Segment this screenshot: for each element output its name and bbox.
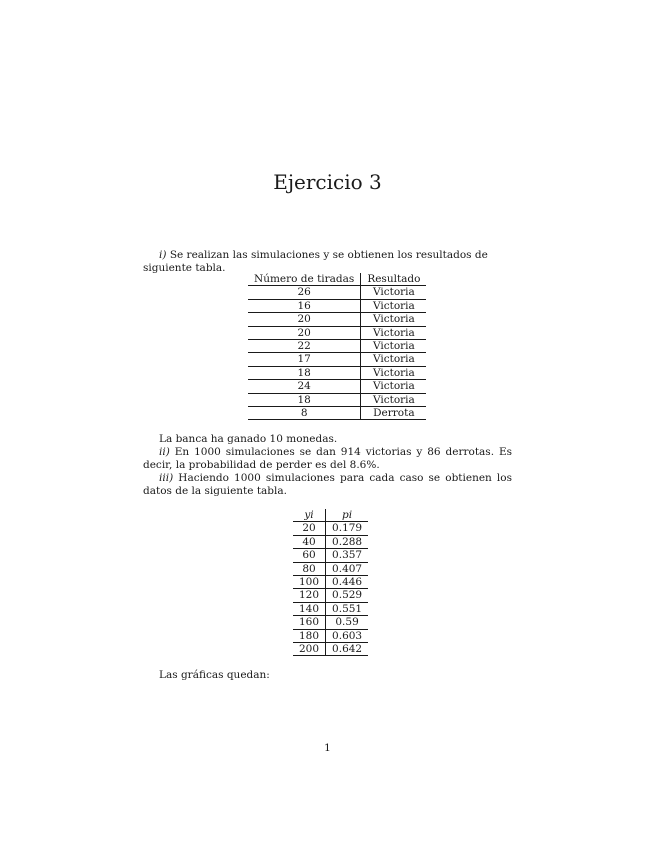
table1-row <box>248 299 426 312</box>
banca-text: La banca ha ganado 10 monedas. <box>159 433 338 445</box>
table2-row-cell: 0.288 <box>326 535 369 548</box>
page-title: Ejercicio 3 <box>273 170 382 194</box>
table1-row-cell: Victoria <box>361 366 427 379</box>
table1-row-cell: 24 <box>248 380 361 393</box>
table1-row <box>248 366 426 379</box>
table1-row-cell: Victoria <box>361 313 427 326</box>
probability-table <box>293 509 368 656</box>
table1-row <box>248 407 426 420</box>
table1-row-cell: Victoria <box>361 286 427 299</box>
table1-row-cell: Victoria <box>361 353 427 366</box>
page-number: 1 <box>324 742 331 754</box>
table1-row <box>248 313 426 326</box>
table2-row-cell: 100 <box>293 576 326 589</box>
table2-row-cell: 120 <box>293 589 326 602</box>
table1-row-cell: 20 <box>248 313 361 326</box>
part-ii-label: ii) <box>159 446 170 458</box>
graficas-text: Las gráficas quedan: <box>159 669 270 681</box>
table2-row-cell: 180 <box>293 629 326 642</box>
table1-row-cell: 18 <box>248 366 361 379</box>
part-iii-paragraph <box>143 472 512 498</box>
table2-row <box>293 535 368 548</box>
table2-header-p <box>326 509 369 522</box>
table2-row-cell: 60 <box>293 549 326 562</box>
table2-header-y-text: yi <box>304 509 314 521</box>
table1-row-cell: 17 <box>248 353 361 366</box>
part-ii-text: En 1000 simulaciones se dan 914 victorias y 86 derrotas. Es decir, la probabilidad de perder es del 8.6%. <box>143 446 512 471</box>
table1-row <box>248 393 426 406</box>
table2-row <box>293 629 368 642</box>
table1-row-cell: Victoria <box>361 326 427 339</box>
part-i-paragraph <box>143 249 512 275</box>
table2-header-y <box>293 509 326 522</box>
table2-row-cell: 0.446 <box>326 576 369 589</box>
table1-row-cell: Victoria <box>361 299 427 312</box>
table1-row <box>248 340 426 353</box>
part-ii-paragraph <box>143 446 512 472</box>
table1-row-cell: Derrota <box>361 407 427 420</box>
table2-row-cell: 0.357 <box>326 549 369 562</box>
table2-row-cell: 160 <box>293 616 326 629</box>
table1-row <box>248 353 426 366</box>
table2-row-cell: 0.179 <box>326 522 369 535</box>
part-iii-label: iii) <box>159 472 174 484</box>
table1-row-cell: 22 <box>248 340 361 353</box>
table1-row-cell: 20 <box>248 326 361 339</box>
table2-row-cell: 0.551 <box>326 602 369 615</box>
banca-paragraph <box>143 433 512 446</box>
table1-header-resultado: Resultado <box>361 273 427 286</box>
table2-row <box>293 562 368 575</box>
table2-row-cell: 20 <box>293 522 326 535</box>
graficas-paragraph <box>143 669 512 682</box>
table2-row-cell: 0.603 <box>326 629 369 642</box>
table2-row-cell: 0.529 <box>326 589 369 602</box>
table1-row <box>248 286 426 299</box>
table1-row-cell: Victoria <box>361 380 427 393</box>
table2-row <box>293 549 368 562</box>
table1-row-cell: 16 <box>248 299 361 312</box>
table1-row <box>248 380 426 393</box>
table2-row <box>293 522 368 535</box>
table1-row <box>248 326 426 339</box>
part-iii-text: Haciendo 1000 simulaciones para cada caso se obtienen los datos de la siguiente tabla. <box>143 472 512 497</box>
table2-row-cell: 0.407 <box>326 562 369 575</box>
table1-row-cell: Victoria <box>361 340 427 353</box>
part-i-label: i) <box>159 249 167 261</box>
table1-row-cell: Victoria <box>361 393 427 406</box>
table1-row-cell: 8 <box>248 407 361 420</box>
table2-row-cell: 140 <box>293 602 326 615</box>
table2-row <box>293 602 368 615</box>
table2-row <box>293 616 368 629</box>
table2-row-cell: 40 <box>293 535 326 548</box>
table2-row <box>293 589 368 602</box>
table2-row-cell: 0.642 <box>326 643 369 656</box>
table1-header-tiradas: Número de tiradas <box>248 273 361 286</box>
table2-header-p-text: pi <box>342 509 353 521</box>
table2-row-cell: 0.59 <box>326 616 369 629</box>
table2-row-cell: 200 <box>293 643 326 656</box>
part-i-text: Se realizan las simulaciones y se obtienen los resultados de siguiente tabla. <box>143 249 488 274</box>
results-table <box>248 273 426 420</box>
table1-row-cell: 26 <box>248 286 361 299</box>
table2-row-cell: 80 <box>293 562 326 575</box>
table2-row <box>293 643 368 656</box>
table2-row <box>293 576 368 589</box>
table1-row-cell: 18 <box>248 393 361 406</box>
